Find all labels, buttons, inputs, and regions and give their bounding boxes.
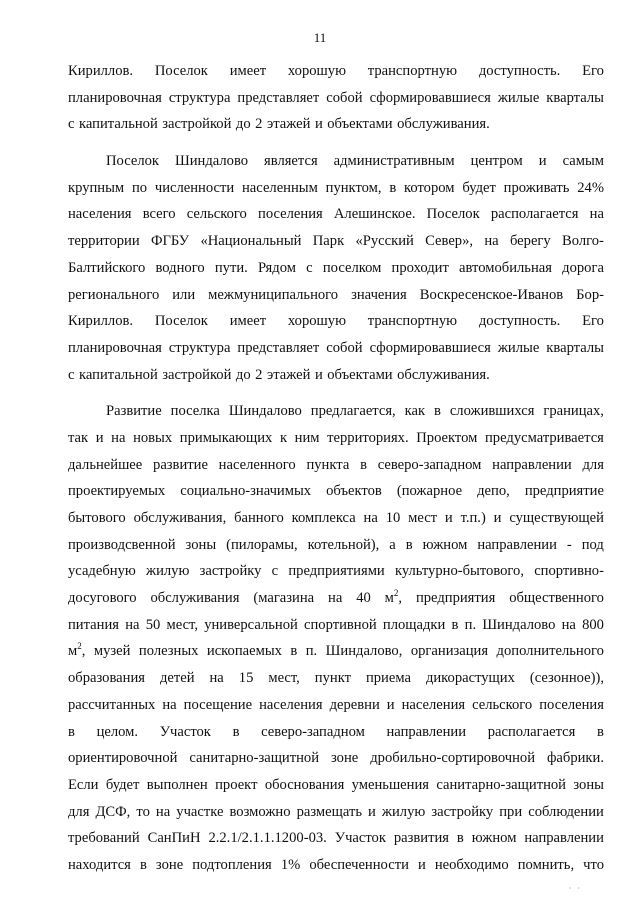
scan-speck: · ·: [568, 884, 582, 893]
text-line: с капитальной застройкой до 2 этажей и объектами обслуживания.: [68, 366, 490, 383]
body-text: [68, 58, 604, 879]
text-line: Развитие поселка Шиндалово предлагается, как в сложившихся границах,: [106, 403, 604, 420]
text-line: в целом. Участок в северо-западном направлении располагается в: [68, 723, 604, 740]
text-line: крупным по численности населенным пунктом, в котором будет проживать 24%: [68, 179, 604, 196]
paragraph: [68, 58, 604, 138]
page-number: 11: [313, 30, 327, 45]
text-line: Балтийского водного пути. Рядом с поселком проходит автомобильная дорога: [68, 259, 604, 276]
text-line: планировочная структура представляет собой сформировавшиеся жилые кварталы: [68, 89, 604, 106]
text-line: населения всего сельского поселения Алешинское. Поселок располагается на: [68, 206, 604, 223]
text-line: Кириллов. Поселок имеет хорошую транспортную доступность. Его: [68, 313, 604, 330]
text-line: производсвенной зоны (пилорамы, котельной), а в южном направлении - под: [68, 536, 604, 553]
text-line: Поселок Шиндалово является административным центром и самым: [106, 153, 604, 170]
text-line: планировочная структура представляет собой сформировавшиеся жилые кварталы: [68, 339, 604, 356]
text-line: досугового обслуживания (магазина на 40 $м^2$, предприятия общественного: [68, 588, 604, 607]
text-line: рассчитанных на посещение населения деревни и населения сельского поселения: [68, 696, 604, 713]
paragraph: [68, 398, 604, 878]
text-line: бытового обслуживания, банного комплекса на 10 мест и т.п.) и существующей: [68, 510, 604, 526]
text-line: требований СанПиН 2.2.1/2.1.1.1200-03. Участок развития в южном направлении: [68, 830, 604, 847]
text-line: образования детей на 15 мест, пункт приема дикорастущих (сезонное)),: [68, 670, 604, 687]
text-line: проектируемых социально-значимых объектов (пожарное депо, предприятие: [68, 483, 604, 500]
text-line: с капитальной застройкой до 2 этажей и объектами обслуживания.: [68, 116, 490, 133]
text-line: территории ФГБУ «Национальный Парк «Русский Север», на берегу Волго-: [68, 233, 604, 250]
text-line: так и на новых примыкающих к ним территориях. Проектом предусматривается: [68, 429, 604, 446]
text-line: усадебную жилую застройку с предприятиями культурно-бытового, спортивно-: [68, 563, 604, 580]
text-line: $м^2$, музей полезных ископаемых в п. Шиндалово, организация дополнительного: [68, 641, 604, 660]
text-line: Если будет выполнен проект обоснования уменьшения санитарно-защитной зоны: [68, 776, 604, 793]
text-line: питания на 50 мест, универсальной спортивной площадки в п. Шиндалово на 800: [68, 616, 604, 633]
text-line: находится в зоне подтопления 1% обеспеченности и необходимо помнить, что: [68, 856, 604, 873]
text-line: дальнейшее развитие населенного пункта в северо-западном направлении для: [68, 456, 604, 473]
text-line: регионального или межмуниципального значения Воскресенское-Иванов Бор-: [68, 286, 604, 303]
text-line: для ДСФ, то на участке возможно размещать и жилую застройку при соблюдении: [68, 803, 604, 820]
text-line: Кириллов. Поселок имеет хорошую транспортную доступность. Его: [68, 63, 604, 79]
text-line: ориентировочной санитарно-защитной зоне дробильно-сортировочной фабрики.: [68, 750, 604, 767]
paragraph: [68, 148, 604, 388]
